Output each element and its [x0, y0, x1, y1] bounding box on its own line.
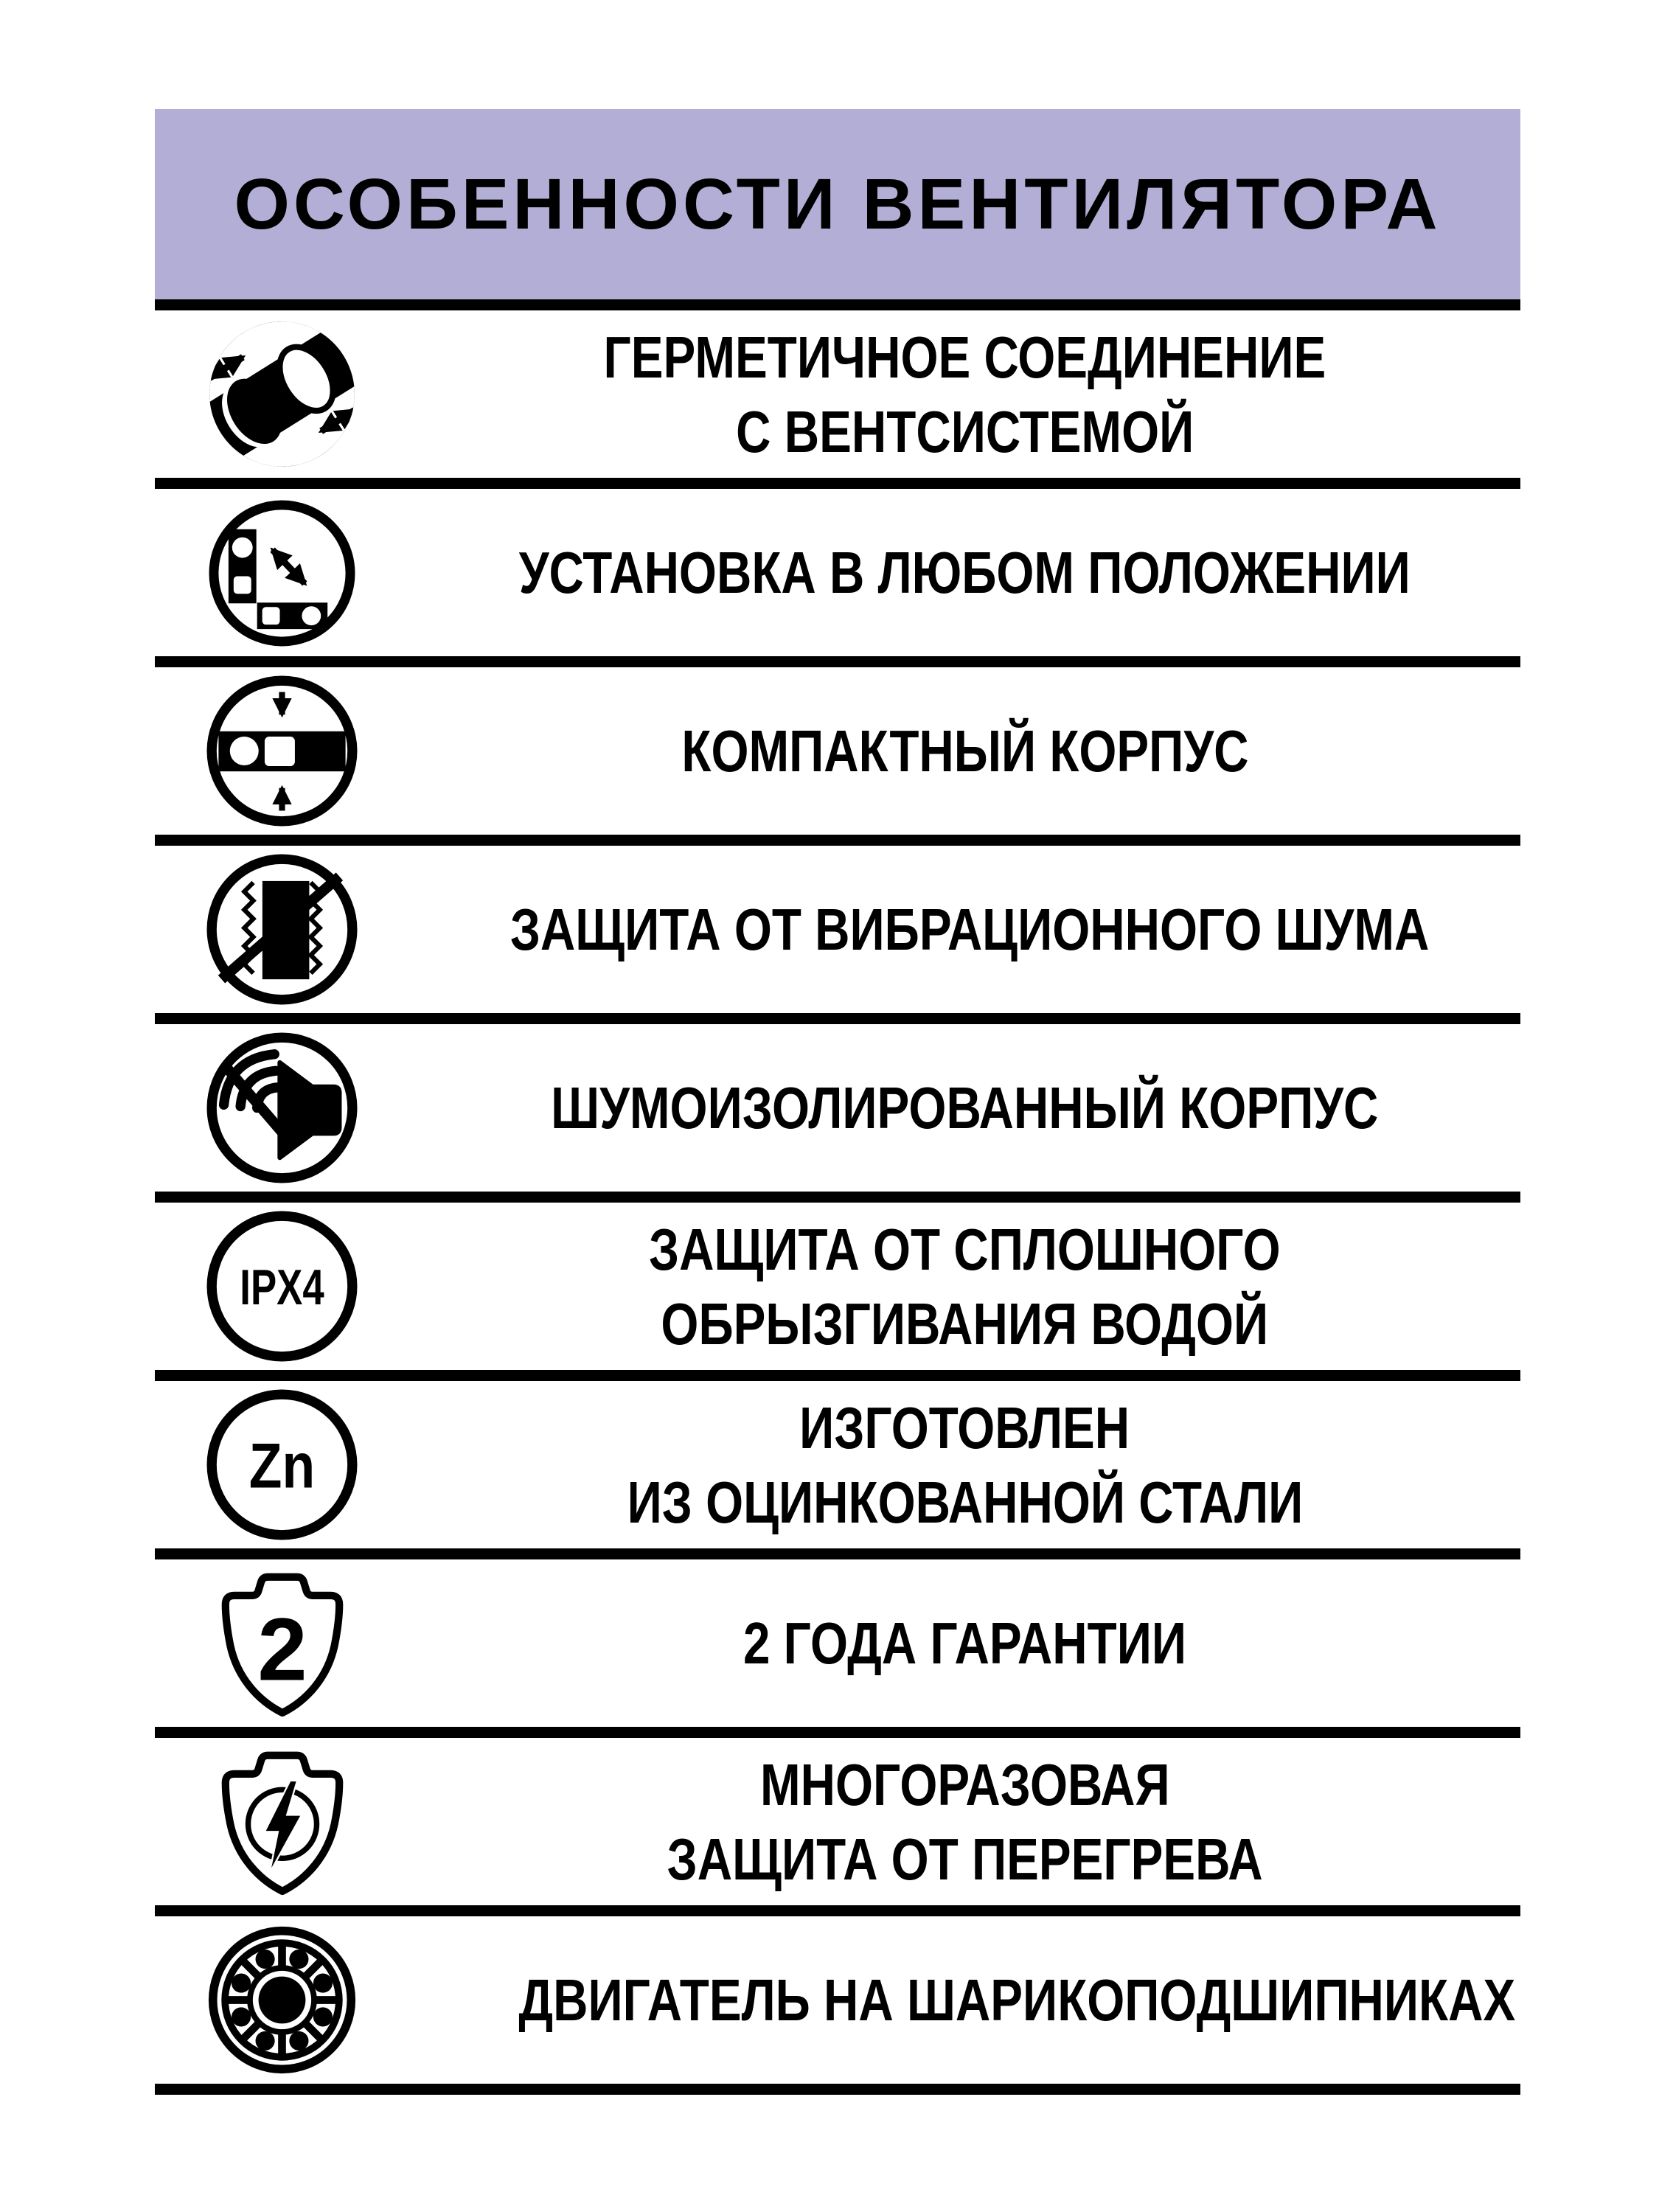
- divider: [155, 2084, 1520, 2095]
- divider: [155, 1192, 1520, 1203]
- feature-text: МНОГОРАЗОВАЯ ЗАЩИТА ОТ ПЕРЕГРЕВА: [667, 1751, 1263, 1892]
- content-column: [155, 109, 1520, 2095]
- feature-row: [155, 667, 1520, 835]
- feature-row: [155, 1916, 1520, 2084]
- feature-text: ЗАЩИТА ОТ ВИБРАЦИОННОГО ШУМА: [509, 897, 1430, 962]
- feature-text: ЗАЩИТА ОТ СПЛОШНОГО ОБРЫЗГИВАНИЯ ВОДОЙ: [649, 1216, 1281, 1357]
- divider: [155, 1727, 1520, 1738]
- feature-row: [155, 489, 1520, 656]
- divider: [155, 1548, 1520, 1559]
- warranty-years-label: 2: [257, 1599, 307, 1699]
- feature-row: [155, 1738, 1520, 1905]
- feature-text: КОМПАКТНЫЙ КОРПУС: [681, 718, 1249, 784]
- feature-row: [155, 1024, 1520, 1192]
- feature-text: ГЕРМЕТИЧНОЕ СОЕДИНЕНИЕ С ВЕНТСИСТЕМОЙ: [603, 324, 1326, 465]
- zinc-label: Zn: [248, 1430, 316, 1501]
- ipx4-rating-icon: [155, 1211, 409, 1362]
- feature-row: [155, 310, 1520, 478]
- divider: [155, 835, 1520, 846]
- feature-text: 2 ГОДА ГАРАНТИИ: [742, 1610, 1187, 1676]
- page-title: ОСОБЕННОСТИ ВЕНТИЛЯТОРА: [234, 164, 1441, 244]
- feature-text: ДВИГАТЕЛЬ НА ШАРИКОПОДШИПНИКАХ: [518, 1967, 1516, 2033]
- any-position-mounting-icon: [155, 497, 409, 648]
- divider: [155, 478, 1520, 489]
- overheat-protection-shield-icon: [155, 1743, 409, 1901]
- warranty-shield-icon: [155, 1565, 409, 1722]
- compact-body-icon: [155, 675, 409, 827]
- muted-speaker-icon: [155, 1032, 409, 1183]
- feature-row: [155, 1559, 1520, 1727]
- ipx4-label: IPX4: [240, 1259, 324, 1315]
- feature-text: УСТАНОВКА В ЛЮБОМ ПОЛОЖЕНИИ: [518, 540, 1411, 605]
- divider: [155, 299, 1520, 310]
- feature-row: [155, 1381, 1520, 1548]
- divider: [155, 1013, 1520, 1024]
- zinc-steel-icon: [155, 1389, 409, 1540]
- header-band: [155, 109, 1520, 299]
- feature-row: [155, 846, 1520, 1013]
- feature-text: ШУМОИЗОЛИРОВАННЫЙ КОРПУС: [551, 1075, 1379, 1141]
- ball-bearing-icon: [155, 1924, 409, 2076]
- divider: [155, 656, 1520, 667]
- feature-text: ИЗГОТОВЛЕН ИЗ ОЦИНКОВАННОЙ СТАЛИ: [627, 1394, 1303, 1535]
- duct-swivel-connection-icon: [155, 319, 409, 470]
- feature-row: [155, 1203, 1520, 1370]
- divider: [155, 1905, 1520, 1916]
- vibration-noise-protection-icon: [155, 854, 409, 1005]
- divider: [155, 1370, 1520, 1381]
